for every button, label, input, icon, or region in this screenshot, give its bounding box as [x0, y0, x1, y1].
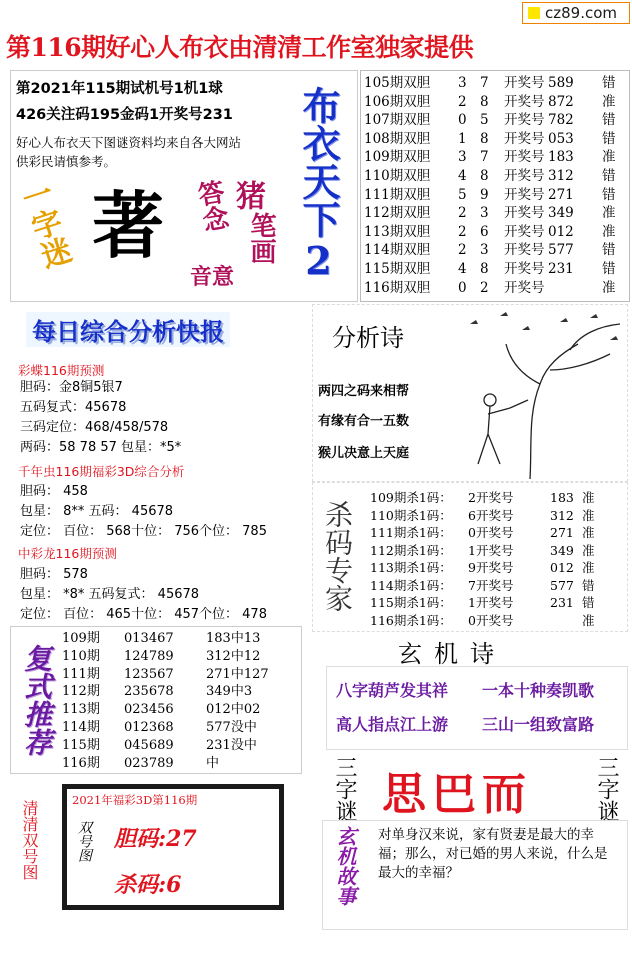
xuanji-title: 玄机诗 [398, 640, 506, 668]
fushi-result: 577没中 [206, 720, 257, 735]
double-dan-num: 271 [548, 186, 574, 203]
killer-period: 116期杀1码： [370, 612, 452, 628]
double-dan-period: 111期双胆 [364, 186, 431, 203]
killer-num: 577 [550, 577, 574, 593]
killer-title: 杀码专家 [321, 500, 354, 612]
site-logo-text: cz89.com [545, 4, 618, 22]
qiannian-baoxing: 包星： 8** 五码： 45678 [20, 504, 174, 519]
double-dan-b: 8 [480, 130, 489, 147]
double-dan-b: 9 [480, 186, 489, 203]
caidie-wuma: 五码复式：45678 [20, 400, 127, 415]
poem-title: 分析诗 [332, 324, 404, 352]
killer-row [370, 577, 626, 595]
fushi-nums: 045689 [124, 737, 174, 753]
killer-num: 349 [550, 542, 574, 558]
fushi-row [62, 719, 298, 737]
killer-status: 准 [582, 560, 595, 575]
double-dan-period: 108期双胆 [364, 130, 431, 147]
site-logo[interactable] [522, 2, 630, 24]
killer-period: 109期杀1码： [370, 490, 452, 505]
fushi-table [62, 630, 298, 774]
double-dan-num: 053 [548, 130, 574, 147]
double-dan-a: 2 [458, 93, 467, 110]
double-dan-num: 577 [548, 242, 574, 259]
double-dan-label: 开奖号 [504, 130, 545, 147]
double-dan-num: 231 [548, 261, 574, 277]
double-dan-a: 5 [458, 186, 467, 203]
fushi-period: 109期 [62, 631, 100, 646]
double-dan-status: 错 [602, 168, 616, 184]
double-dan-label: 开奖号 [504, 205, 545, 222]
double-dan-period: 114期双胆 [364, 242, 431, 259]
poem-illustration [450, 304, 628, 482]
double-dan-num: 782 [548, 112, 574, 129]
double-dan-num: 589 [548, 75, 574, 91]
trial-line2: 426关注码195金码1开奖号231 [16, 107, 233, 123]
trial-note1: 好心人布衣天下图谜资料均来自各大网站 [16, 135, 242, 150]
qingqing-label: 清清双号图 [20, 800, 39, 880]
killer-table [370, 489, 626, 631]
killer-row [370, 559, 626, 577]
double-dan-label: 开奖号 [504, 186, 545, 203]
killer-period: 112期杀1码： [370, 542, 452, 558]
double-dan-num: 012 [548, 223, 574, 240]
double-dan-status: 准 [602, 279, 616, 296]
caidie-liangma: 两码：58 78 57 包星：*5* [20, 440, 182, 455]
killer-kill: 0开奖号 [468, 612, 514, 628]
fushi-nums: 235678 [124, 684, 174, 700]
double-dan-row [364, 111, 628, 131]
fushi-period: 110期 [62, 648, 100, 664]
double-dan-status: 错 [602, 112, 616, 129]
fushi-row [62, 666, 298, 684]
killer-row [370, 542, 626, 560]
double-dan-period: 115期双胆 [364, 261, 431, 277]
riddle-big-char: 著 [92, 183, 165, 268]
double-dan-a: 3 [458, 149, 467, 166]
double-dan-row [364, 148, 628, 168]
double-dan-label: 开奖号 [504, 223, 545, 240]
sanzi-left: 三字谜 [332, 756, 357, 822]
double-dan-b: 3 [480, 242, 489, 259]
fushi-row [62, 648, 298, 666]
double-dan-a: 3 [458, 75, 467, 91]
double-dan-period: 107期双胆 [364, 112, 431, 129]
double-dan-row [364, 186, 628, 206]
shuanghao-sha: 杀码:6 [114, 872, 182, 898]
double-dan-label: 开奖号 [504, 261, 545, 277]
daily-report-title: 每日综合分析快报 [26, 312, 230, 347]
double-dan-b: 6 [480, 223, 489, 240]
fushi-row [62, 755, 298, 773]
double-dan-b: 8 [480, 261, 489, 277]
killer-period: 110期杀1码： [370, 507, 452, 523]
double-dan-label: 开奖号 [504, 279, 545, 296]
double-dan-label: 开奖号 [504, 242, 545, 259]
double-dan-a: 4 [458, 261, 467, 277]
fushi-row [62, 683, 298, 701]
double-dan-b: 3 [480, 205, 489, 222]
fushi-row [62, 701, 298, 719]
double-dan-num: 872 [548, 93, 574, 110]
zhongcai-title: 中彩龙116期预测 [18, 546, 117, 561]
double-dan-status: 错 [602, 261, 616, 277]
double-dan-b: 8 [480, 93, 489, 110]
killer-kill: 0开奖号 [468, 525, 514, 540]
killer-status: 准 [582, 490, 595, 505]
fushi-result: 312中12 [206, 648, 261, 664]
double-dan-status: 准 [602, 93, 616, 110]
double-dan-period: 116期双胆 [364, 279, 431, 296]
trial-line1: 第2021年115期试机号1机1球 [16, 81, 223, 97]
xuanji-l2a: 高人指点江上游 [336, 715, 449, 734]
killer-num: 012 [550, 560, 574, 575]
killer-num: 312 [550, 507, 574, 523]
killer-num: 271 [550, 525, 574, 540]
double-dan-b: 7 [480, 149, 489, 166]
double-dan-row [364, 223, 628, 243]
fushi-period: 111期 [62, 666, 100, 682]
killer-period: 115期杀1码： [370, 595, 452, 610]
poem-line1: 两四之码来相帮 [318, 384, 410, 399]
gushi-title: 玄机故事 [333, 826, 357, 906]
double-dan-label: 开奖号 [504, 149, 545, 166]
sanzi-big: 思巴而 [382, 769, 532, 820]
zhongcai-dingwei: 定位： 百位： 465十位： 457个位： 478 [20, 607, 267, 622]
qiannian-dingwei: 定位： 百位： 568十位： 756个位： 785 [20, 524, 267, 539]
double-dan-row [364, 130, 628, 150]
fushi-row [62, 630, 298, 648]
double-dan-a: 0 [458, 112, 467, 129]
caidie-sanma: 三码定位：468/458/578 [20, 420, 169, 435]
double-dan-period: 110期双胆 [364, 168, 431, 184]
double-dan-status: 准 [602, 223, 616, 240]
gushi-text: 对单身汉来说，家有贤妻是最大的幸福；那么，对已婚的男人来说，什么是最大的幸福？ [378, 827, 608, 881]
double-dan-row [364, 279, 628, 299]
killer-status: 准 [582, 507, 595, 523]
poem-line3: 猴儿决意上天庭 [318, 446, 410, 461]
qiannian-title: 千年虫116期福彩3D综合分析 [18, 464, 185, 479]
double-dan-a: 2 [458, 242, 467, 259]
logo-square-icon [528, 7, 540, 19]
page-title: 第116期好心人布衣由清清工作室独家提供 [6, 33, 474, 62]
fushi-result: 271中127 [206, 666, 269, 682]
fushi-nums: 013467 [124, 631, 174, 646]
double-dan-a: 2 [458, 205, 467, 222]
sanzi-right: 三字谜 [594, 756, 619, 822]
double-dan-row [364, 93, 628, 113]
riddle-pink-col3: 笔画 [246, 212, 276, 264]
double-dan-num: 349 [548, 205, 574, 222]
double-dan-num: 183 [548, 149, 574, 166]
double-dan-status: 准 [602, 205, 616, 222]
double-dan-period: 113期双胆 [364, 223, 431, 240]
killer-num: 183 [550, 490, 574, 505]
fushi-nums: 123567 [124, 666, 174, 682]
killer-row [370, 612, 626, 630]
fushi-nums: 012368 [124, 720, 174, 735]
xuanji-l1a: 八字葫芦发其祥 [336, 681, 449, 700]
fushi-period: 113期 [62, 702, 100, 718]
fushi-result: 183中13 [206, 631, 261, 646]
double-dan-status: 错 [602, 242, 616, 259]
killer-kill: 2开奖号 [468, 490, 514, 505]
double-dan-b: 8 [480, 168, 489, 184]
double-dan-period: 109期双胆 [364, 149, 431, 166]
fushi-nums: 124789 [124, 648, 174, 664]
caidie-dan: 胆码：金8铜5银7 [20, 380, 123, 395]
double-dan-period: 106期双胆 [364, 93, 431, 110]
killer-kill: 1开奖号 [468, 542, 514, 558]
killer-status: 准 [582, 612, 595, 628]
killer-row [370, 489, 626, 507]
double-dan-status: 错 [602, 186, 616, 203]
riddle-label: 一字迷 [12, 176, 75, 274]
trial-note2: 供彩民请慎参考。 [16, 154, 117, 169]
zhongcai-dan: 胆码： 578 [20, 567, 88, 582]
fushi-period: 115期 [62, 737, 100, 753]
double-dan-b: 2 [480, 279, 489, 296]
riddle-pink-col4: 音意 [190, 265, 235, 290]
double-dan-b: 5 [480, 112, 489, 129]
brand-vertical: 布衣天下2 [296, 86, 341, 283]
double-dan-table [364, 74, 628, 304]
killer-num: 231 [550, 595, 574, 610]
zhongcai-baoxing: 包星： *8* 五码复式： 45678 [20, 587, 200, 602]
qiannian-dan: 胆码： 458 [20, 484, 88, 499]
killer-kill: 1开奖号 [468, 595, 514, 610]
double-dan-status: 错 [602, 75, 616, 91]
fushi-result: 231没中 [206, 737, 257, 753]
shuanghao-header: 2021年福彩3D第116期 [72, 793, 198, 807]
caidie-title: 彩蝶116期预测 [18, 363, 105, 378]
killer-row [370, 594, 626, 612]
double-dan-a: 4 [458, 168, 467, 184]
fushi-period: 116期 [62, 755, 100, 771]
killer-status: 准 [582, 525, 595, 540]
killer-kill: 6开奖号 [468, 507, 514, 523]
double-dan-b: 7 [480, 75, 489, 91]
double-dan-num: 312 [548, 168, 574, 184]
fushi-period: 114期 [62, 720, 100, 735]
double-dan-a: 1 [458, 130, 467, 147]
poem-line2: 有缘有合一五数 [318, 414, 410, 429]
double-dan-row [364, 74, 628, 94]
xuanji-l1b: 一本十种奏凯歌 [482, 681, 595, 700]
killer-status: 准 [582, 542, 595, 558]
killer-status: 错 [582, 577, 595, 593]
double-dan-status: 错 [602, 130, 616, 147]
killer-kill: 9开奖号 [468, 560, 514, 575]
killer-period: 114期杀1码： [370, 577, 452, 593]
riddle-pink-col1: 猪 [230, 180, 265, 210]
double-dan-a: 0 [458, 279, 467, 296]
killer-period: 111期杀1码： [370, 525, 452, 540]
fushi-nums: 023789 [124, 755, 174, 771]
double-dan-a: 2 [458, 223, 467, 240]
double-dan-row [364, 241, 628, 261]
double-dan-row [364, 260, 628, 280]
double-dan-label: 开奖号 [504, 93, 545, 110]
killer-status: 错 [582, 595, 595, 610]
double-dan-label: 开奖号 [504, 168, 545, 184]
double-dan-row [364, 167, 628, 187]
fushi-row [62, 737, 298, 755]
fushi-title: 复式推荐 [20, 644, 53, 756]
fushi-result: 349中3 [206, 684, 253, 700]
fushi-period: 112期 [62, 684, 100, 700]
shuanghao-dan: 胆码:27 [114, 826, 197, 852]
riddle-pink-col2: 答念 [191, 177, 231, 235]
fushi-result: 中 [206, 755, 220, 771]
fushi-nums: 023456 [124, 702, 174, 718]
killer-row [370, 507, 626, 525]
killer-kill: 7开奖号 [468, 577, 514, 593]
shuanghao-side: 双号图 [76, 820, 92, 862]
fushi-result: 012中02 [206, 702, 261, 718]
double-dan-label: 开奖号 [504, 75, 545, 91]
double-dan-period: 105期双胆 [364, 75, 431, 91]
double-dan-label: 开奖号 [504, 112, 545, 129]
killer-period: 113期杀1码： [370, 560, 452, 575]
killer-row [370, 524, 626, 542]
double-dan-row [364, 204, 628, 224]
double-dan-period: 112期双胆 [364, 205, 431, 222]
double-dan-status: 准 [602, 149, 616, 166]
xuanji-l2b: 三山一组致富路 [482, 715, 595, 734]
